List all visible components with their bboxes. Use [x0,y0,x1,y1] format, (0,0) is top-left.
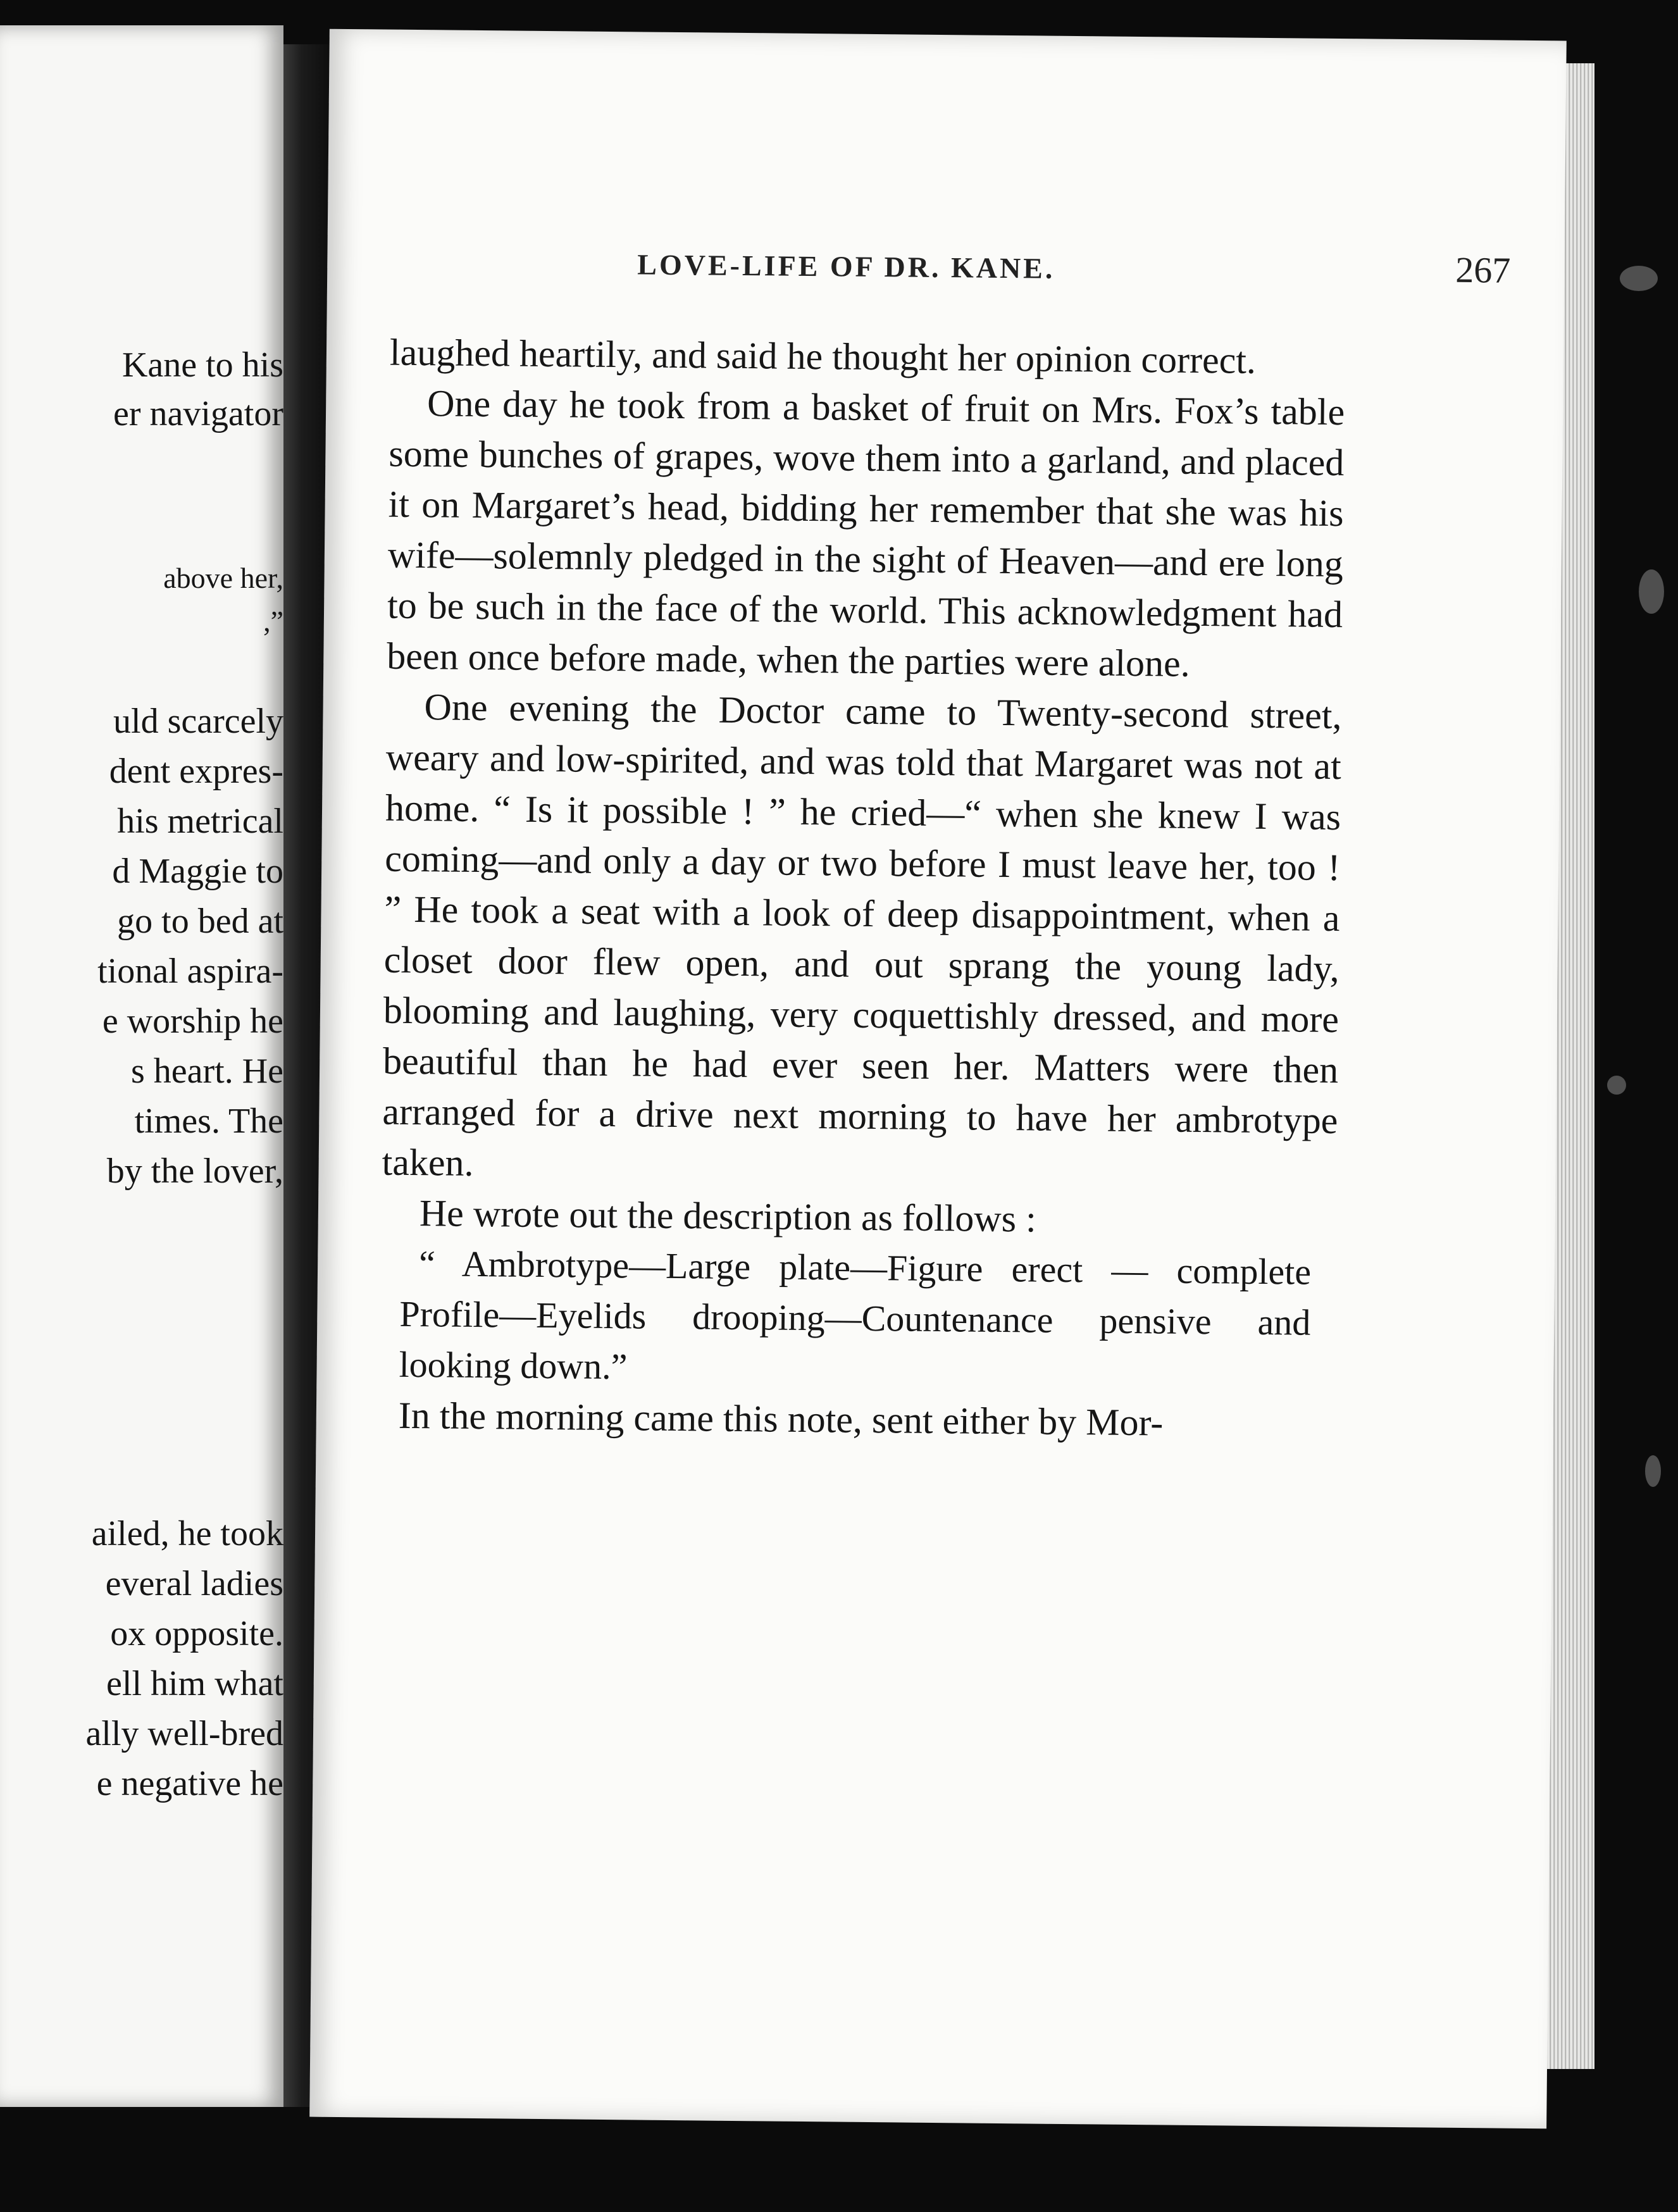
left-line: his metrical [117,802,283,841]
left-line: Kane to his [121,345,283,385]
left-line: ox opposite. [110,1614,283,1653]
left-line: d Maggie to [112,852,283,891]
left-line: dent expres- [109,752,283,791]
running-head [637,240,1511,291]
left-line: times. The [134,1102,283,1141]
running-title: LOVE-LIFE OF DR. KANE. [637,248,1055,285]
left-page [0,25,283,2107]
left-line: er navigator [113,394,283,433]
left-line: e negative he [96,1764,283,1803]
left-line: ell him what [106,1664,283,1703]
left-line: e worship he [102,1002,283,1041]
paragraph: One day he took from a basket of fruit on Mrs. Fox’s table some bunches of grapes, wove them into a garland, and placed it on Margaret’s head, bidding her remember that she was his wife—solemnly pledged in the sight of Heaven—and ere long to be such in the face of the world. This acknowledgment had been once before made, when the parties were alone. [387,382,1345,685]
left-line: tional aspira- [97,952,283,991]
left-line: s heart. He [130,1052,283,1091]
background-speck [1639,569,1664,614]
paragraph: In the morning came this note, sent either by Mor- [398,1394,1164,1444]
left-line: uld scarcely [113,702,283,741]
background-speck [1645,1455,1661,1487]
left-line: everal ladies [105,1564,283,1603]
left-line: ,” [263,605,283,637]
left-line: ally well-bred [85,1714,283,1753]
body-text [379,327,1345,1450]
left-line: ailed, he took [91,1514,283,1553]
quoted-description: “ Ambrotype—Large plate—Figure erect — complete Profile—Eyelids drooping—Countenance pensive and looking down.” [399,1243,1312,1388]
right-page [309,29,1567,2129]
background-speck [1607,1076,1626,1095]
left-line: go to bed at [117,902,283,941]
background-speck [1620,266,1658,291]
left-line: above her, [163,562,283,594]
paragraph: One evening the Doctor came to Twenty-second street, weary and low-spirited, and was told that Margaret was not at home. “ Is it possible ! ” he cried—“ when she knew I was coming—and only a day or two before I must leave her, too ! ” He took a seat with a look of deep disappointment, when a closet door flew open, and out sprang the young lady, blooming and laughing, very coquettishly dressed, and more beautiful than he had ever seen her. Matters were then arranged for a drive next morning to have her ambrotype taken. [382,686,1342,1184]
paragraph: laughed heartily, and said he thought her opinion correct. [389,331,1257,382]
left-line: by the lover, [106,1152,283,1191]
paragraph: He wrote out the description as follows : [419,1192,1036,1240]
page-number: 267 [1455,249,1511,291]
